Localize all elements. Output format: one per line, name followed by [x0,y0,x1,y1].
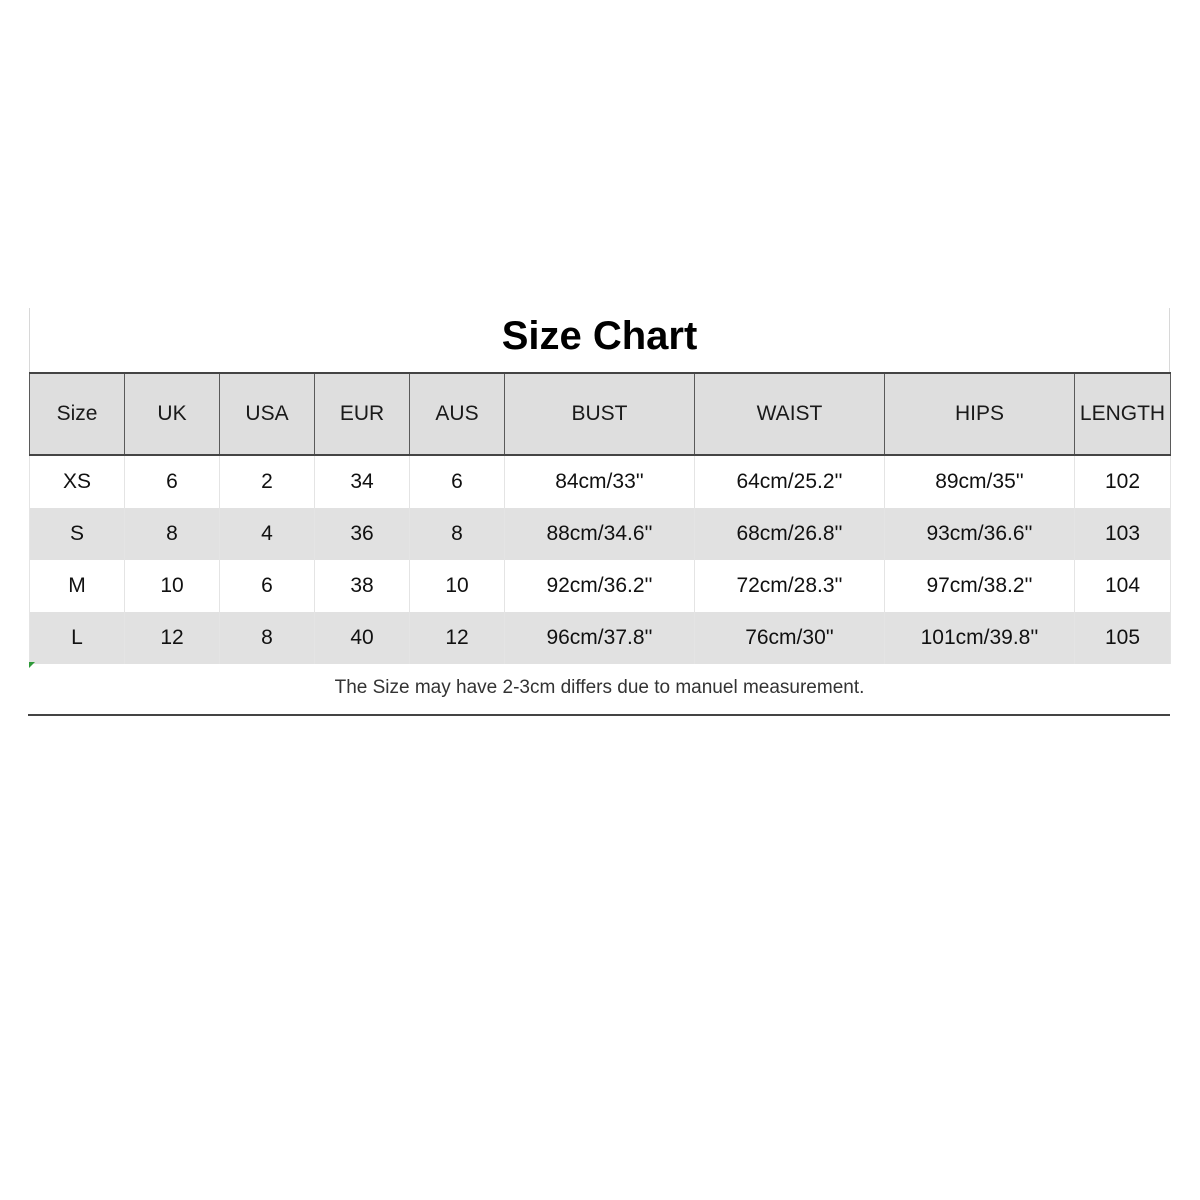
table-header-row [30,373,1171,455]
table-cell: 101cm/39.8'' [885,612,1075,664]
table-cell: 38 [315,560,410,612]
measurement-note: The Size may have 2-3cm differs due to manuel measurement. [334,677,865,698]
table-cell: 103 [1075,508,1171,560]
table-row [30,612,1171,664]
table-cell: XS [30,455,125,508]
header-waist: WAIST [695,373,885,455]
table-cell: S [30,508,125,560]
header-length: LENGTH [1075,373,1171,455]
header-size: Size [30,373,125,455]
table-cell: 2 [220,455,315,508]
header-aus: AUS [410,373,505,455]
table-cell: 40 [315,612,410,664]
table-cell: 76cm/30'' [695,612,885,664]
table-row [30,508,1171,560]
table-cell: 104 [1075,560,1171,612]
table-row [30,560,1171,612]
table-cell: 8 [410,508,505,560]
table-cell: 102 [1075,455,1171,508]
table-cell: 6 [220,560,315,612]
header-usa: USA [220,373,315,455]
table-cell: 12 [410,612,505,664]
table-cell: 64cm/25.2'' [695,455,885,508]
table-cell: 10 [125,560,220,612]
table-cell: 89cm/35'' [885,455,1075,508]
header-uk: UK [125,373,220,455]
table-row [30,455,1171,508]
table-cell: 93cm/36.6'' [885,508,1075,560]
table-cell: 6 [410,455,505,508]
table-cell: 12 [125,612,220,664]
table-cell: 8 [125,508,220,560]
table-cell: 8 [220,612,315,664]
table-cell: 96cm/37.8'' [505,612,695,664]
size-chart-table [29,372,1171,664]
table-cell: 105 [1075,612,1171,664]
header-hips: HIPS [885,373,1075,455]
header-eur: EUR [315,373,410,455]
table-cell: 10 [410,560,505,612]
table-cell: 68cm/26.8'' [695,508,885,560]
table-cell: 6 [125,455,220,508]
table-cell: 72cm/28.3'' [695,560,885,612]
table-cell: 97cm/38.2'' [885,560,1075,612]
table-cell: M [30,560,125,612]
table-cell: 88cm/34.6'' [505,508,695,560]
table-cell: 36 [315,508,410,560]
bottom-divider [28,714,1170,716]
table-cell: 92cm/36.2'' [505,560,695,612]
page-title: Size Chart [501,314,698,358]
table-cell: 4 [220,508,315,560]
table-cell: 34 [315,455,410,508]
header-bust: BUST [505,373,695,455]
table-cell: 84cm/33'' [505,455,695,508]
table-cell: L [30,612,125,664]
